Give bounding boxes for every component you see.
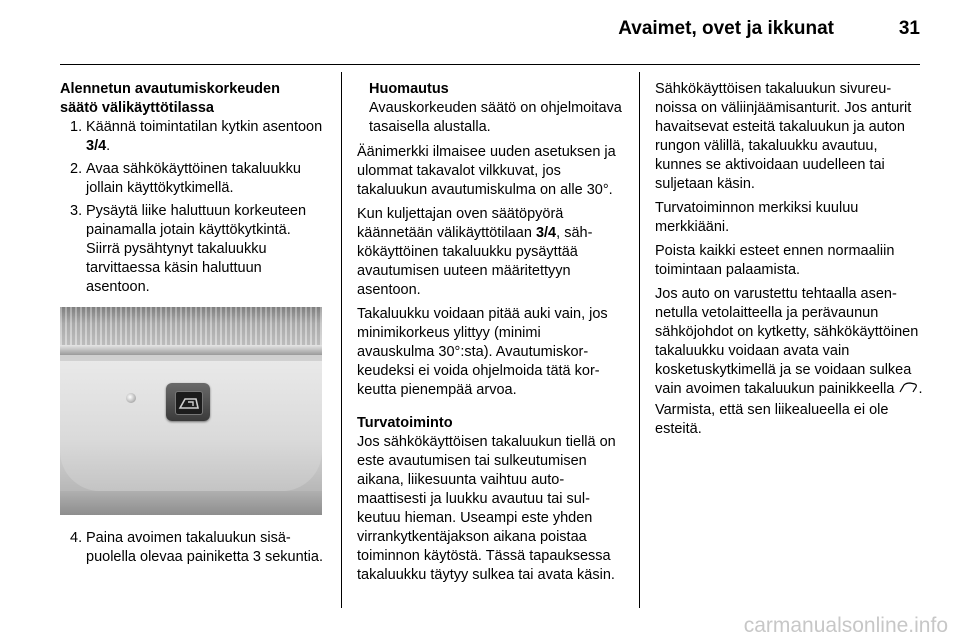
note-block — [357, 80, 622, 137]
tailgate-button-icon — [898, 381, 918, 401]
text-span: . Varmista, että sen liikealueella ei ole esteitä. — [655, 381, 923, 437]
paragraph: Turvatoiminnon merkiksi kuuluu merkkiääni. — [655, 200, 859, 235]
paragraph: Äänimerkki ilmaisee uuden asetuksen ja ulommat takavalot vilkkuvat, jos takaluukun avautumiskulma on alle 30°. — [357, 144, 616, 198]
page-number: 31 — [898, 18, 920, 39]
tailgate-icon — [176, 392, 202, 414]
step-number: 1. — [70, 119, 83, 135]
step-number: 3. — [70, 203, 83, 219]
tailgate-button-photo — [60, 307, 322, 515]
paragraph: Takaluukku voidaan pitää auki vain, jos minimikorkeus ylittyy (minimi avauskulma 30°:sta). Avautumiskorkeudeksi ei voida ohjelmoida tätä korkeutta pienempää arvoa. — [357, 306, 608, 398]
paragraph: Jos sähkökäyttöisen takaluukun tiellä on este avautumisen tai sulkeutumisen aikana, liikesuunta vaihtuu automaattisesti ja luukku avautuu tai sulkeutuu hieman. Useampi este yhden virrankytkentäjakson aikana poistaa toiminnon käytöstä. Tässä tapauksessa takaluukku täytyy sulkea tai avata käsin. — [357, 434, 616, 583]
tailgate-switch-button — [166, 383, 210, 421]
list-item — [60, 202, 325, 297]
list-item — [60, 118, 325, 156]
page-header — [60, 0, 920, 65]
step-text: Avaa sähkökäyttöinen takaluukku jollain käyttökytkimellä. — [86, 161, 301, 196]
step-text: Pysäytä liike haluttuun korkeuteen painamalla jotain käyttökytkintä. Siirrä pysähtynyt takaluukku tarvittaessa käsin haluttuun asentoon. — [86, 203, 307, 295]
photo-texture — [60, 307, 322, 347]
column-divider-1 — [341, 72, 342, 608]
heading-line-2: säätö välikäyttötilassa — [60, 100, 214, 116]
step-number: 2. — [70, 161, 83, 177]
subheading: Turvatoiminto — [357, 415, 453, 431]
photo-bottom — [60, 491, 322, 515]
tailgate-switch-inner — [175, 391, 203, 415]
section-heading — [60, 80, 325, 118]
watermark: carmanualsonline.info — [743, 614, 948, 637]
paragraph — [655, 285, 923, 439]
note-text: Avauskorkeuden säätö on ohjelmoitava tasaisella alustalla. — [369, 100, 622, 135]
paragraph: Sähkökäyttöisen takaluukun sivureunoissa on väliinjäämisanturit. Jos anturit havaitsevat esteitä takaluukun ja auton rungon välillä, takaluukku avautuu, kunnes se aktivoidaan uudelleen tai suljetaan käsin. — [655, 81, 912, 192]
step-number: 4. — [70, 530, 83, 546]
paragraph: Poista kaikki esteet ennen normaaliin toimintaan palaamista. — [655, 243, 895, 278]
text-span: , sähkökäyttöinen takaluukku pysäyttää avautumisen uuteen määritettyyn asentoon. — [357, 225, 593, 298]
photo-knob — [126, 393, 136, 403]
column-divider-2 — [639, 72, 640, 608]
photo-panel — [60, 361, 322, 491]
photo-rim — [60, 345, 322, 355]
column-3 — [655, 80, 923, 444]
column-2 — [357, 80, 622, 590]
bold-span: 3/4 — [535, 225, 557, 241]
steps-list — [60, 118, 325, 297]
steps-list-2 — [60, 529, 325, 567]
step-after: . — [106, 138, 111, 154]
list-item — [60, 529, 325, 567]
note-title: Huomautus — [369, 81, 449, 97]
step-bold: 3/4 — [86, 138, 107, 154]
list-item — [60, 160, 325, 198]
step-text: Paina avoimen takaluukun sisäpuolella olevaa painiketta 3 sekuntia. — [86, 530, 323, 565]
page-title: Avaimet, ovet ja ikkunat — [618, 18, 834, 39]
column-1 — [60, 80, 325, 571]
paragraph — [357, 205, 622, 300]
step-text: Käännä toimintatilan kytkin asentoon — [86, 119, 323, 135]
text-span: Kun kuljettajan oven säätöpyörä käännetään välikäyttötilaan — [357, 206, 564, 241]
heading-line-1: Alennetun avautumiskorkeuden — [60, 81, 280, 97]
text-span: Jos auto on varustettu tehtaalla asennetulla vetolaitteella ja perävaunun sähköjohdot on kytketty, sähkökäyttöinen takaluukku voidaan avata vain kosketuskytkimellä ja se voidaan sulkea vain avoimen takaluukun painikkeella — [655, 286, 919, 397]
